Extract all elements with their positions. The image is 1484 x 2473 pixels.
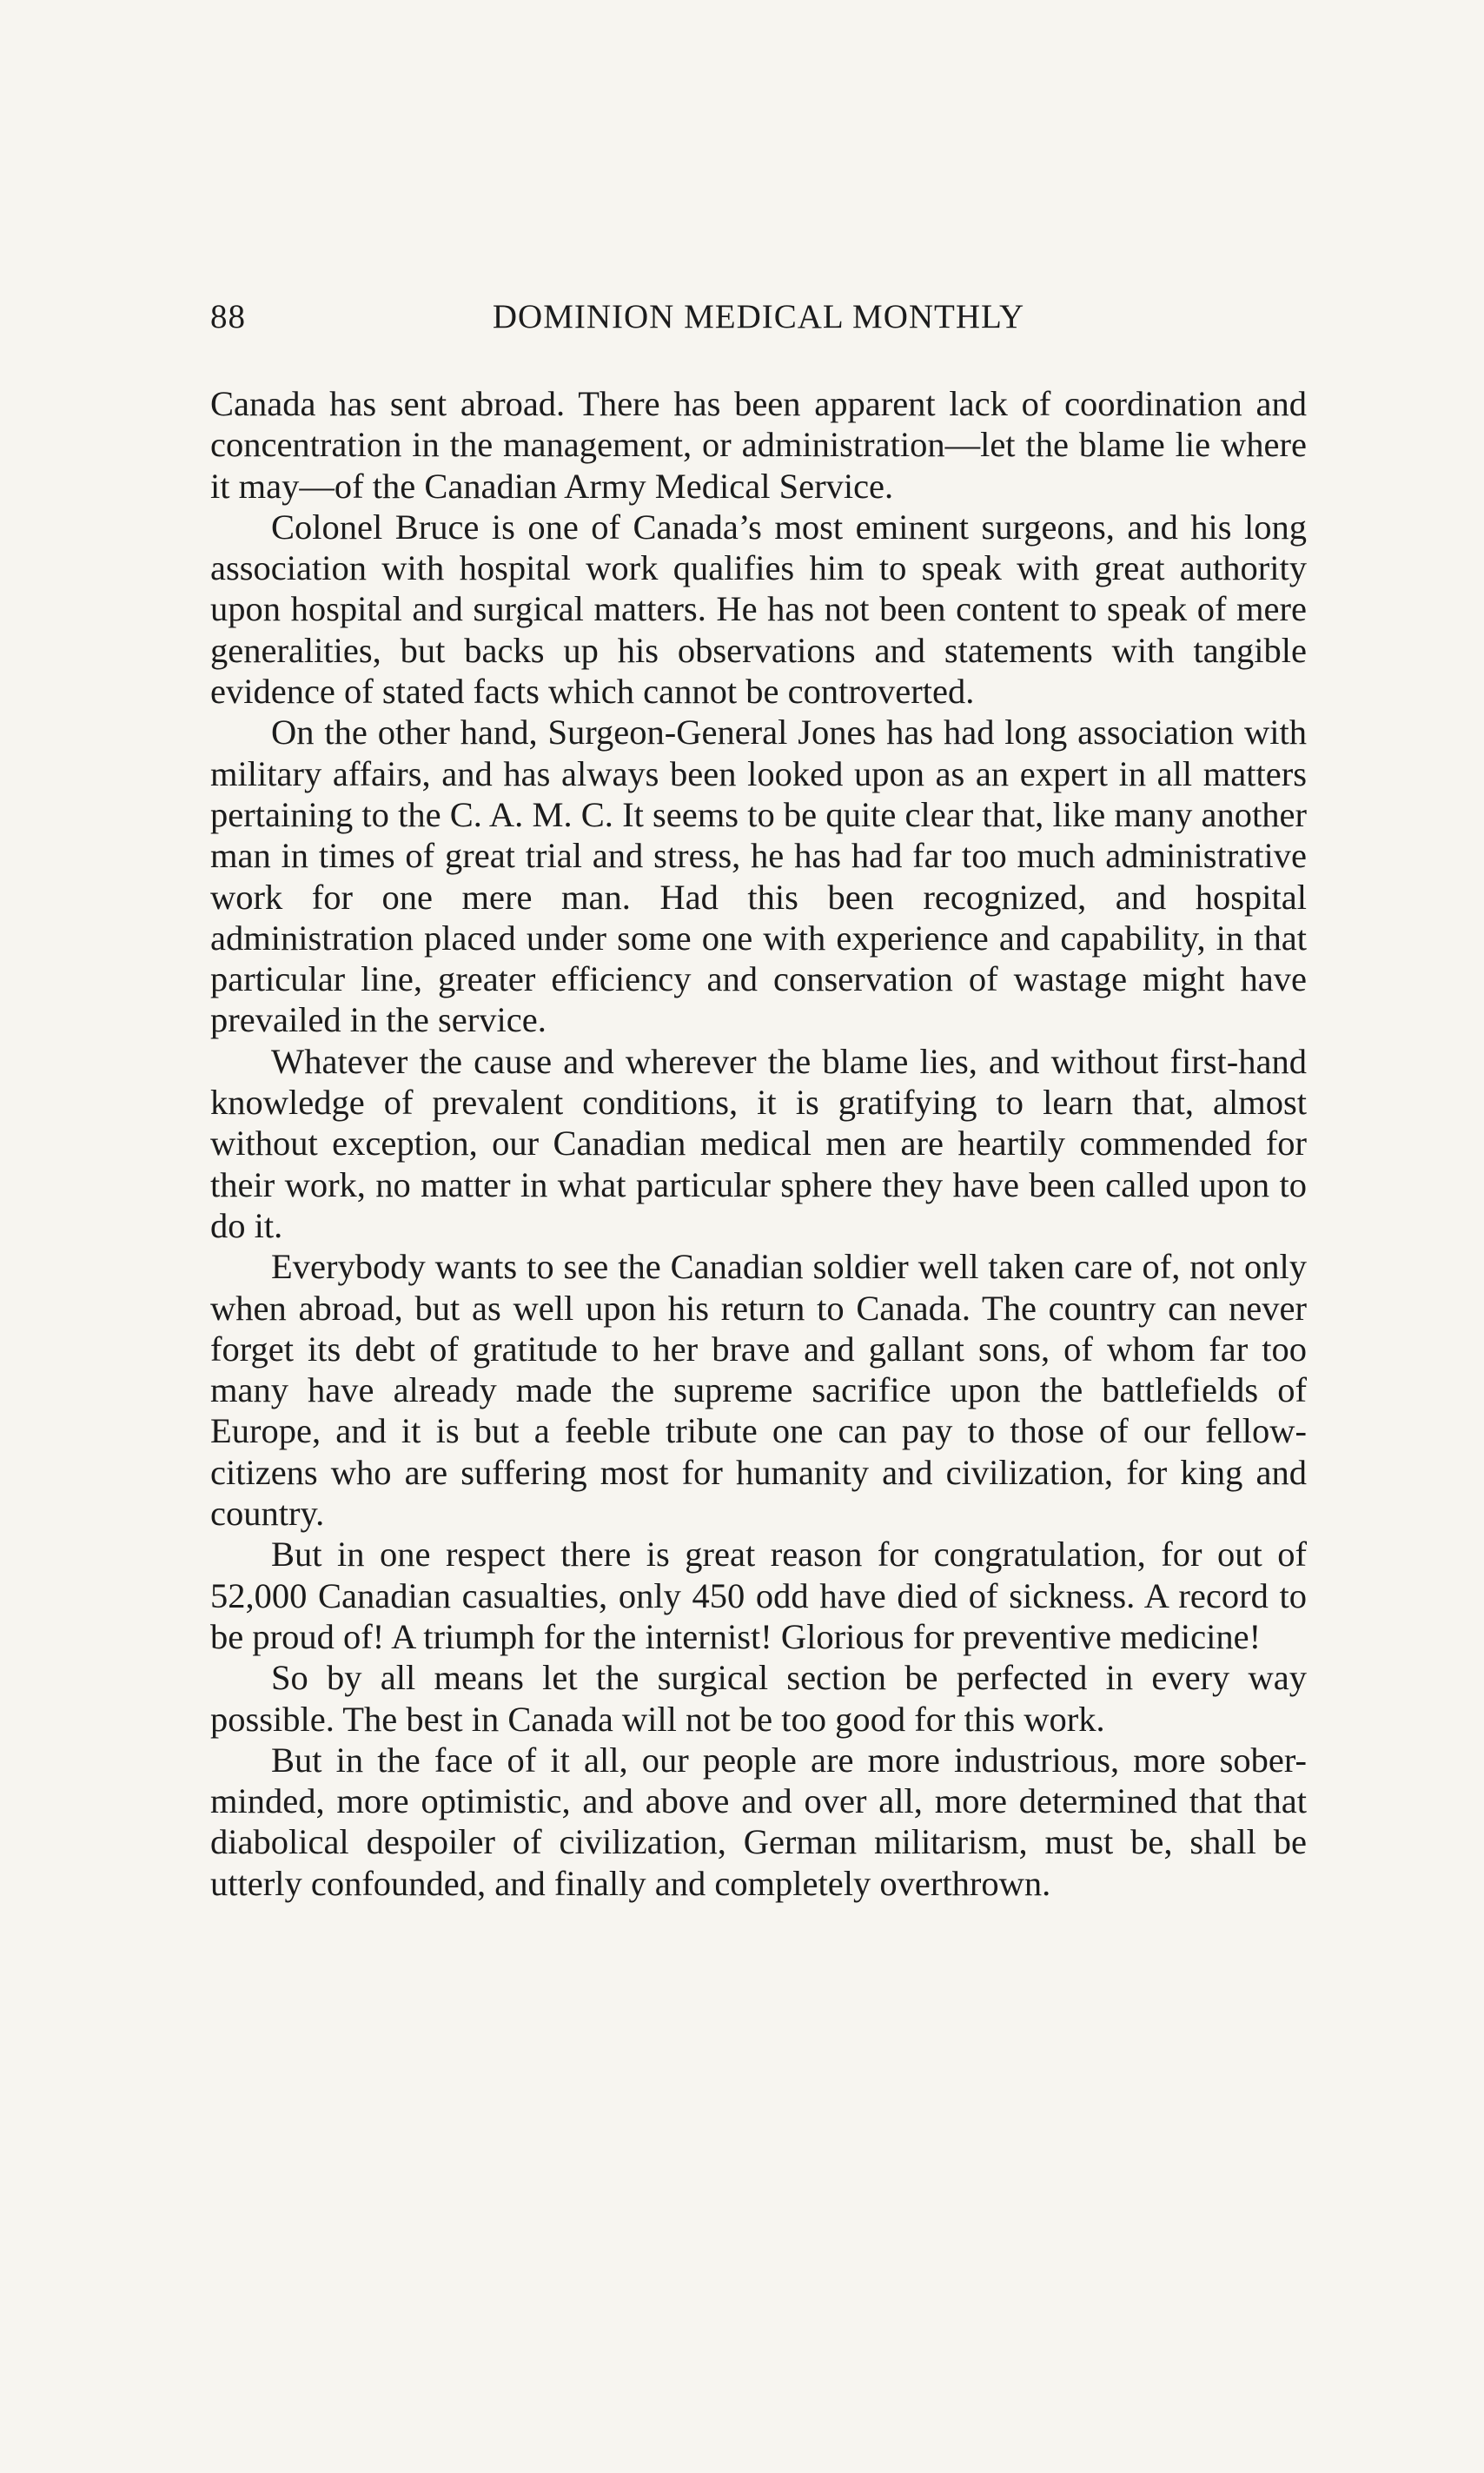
paragraph: On the other hand, Surgeon-General Jones has had long association with military affairs, and has always been looked upon as an expert in all matters pertaining to the C. A. M. C. It seems to be quite clear that, like many another man in times of great trial and stress, he has had far too much administrative work for one mere man. Had this been recognized, and hospital administration placed under some one with experience and capability, in that particular line, greater efficiency and conservation of wastage might have prevailed in the service. xyxy=(210,713,1307,1040)
paragraph: Whatever the cause and wherever the blame lies, and without first-hand knowledge of prevalent conditions, it is gratifying to learn that, almost without exception, our Canadian medical men are heartily commended for their work, no matter in what particular sphere they have been called upon to do it. xyxy=(210,1041,1307,1245)
journal-title: DOMINION MEDICAL MONTHLY xyxy=(492,298,1025,335)
paragraph: But in one respect there is great reason for congratulation, for out of 52,000 Canadian casualties, only 450 odd have died of sickness. A record to be proud of! A triumph for the internist! Glorious for preventive medicine! xyxy=(210,1535,1307,1656)
paragraph: Everybody wants to see the Canadian soldier well taken care of, not only when abroad, but as well upon his return to Canada. The country can never forget its debt of gratitude to her brave and gallant sons, of whom far too many have already made the supreme sacrifice upon the battlefields of Europe, and it is but a feeble tribute one can pay to those of our fellow-citizens who are suffering most for humanity and civilization, for king and country. xyxy=(210,1247,1307,1534)
paragraph: So by all means let the surgical section be perfected in every way possible. The best in Canada will not be too good for this work. xyxy=(210,1658,1307,1739)
running-head xyxy=(210,291,1307,343)
paragraph: But in the face of it all, our people are more industrious, more sober-minded, more optimistic, and above and over all, more determined that that diabolical despoiler of civilization, German militarism, must be, shall be utterly confounded, and finally and completely overthrown. xyxy=(210,1740,1307,1903)
paragraph-continued: Canada has sent abroad. There has been apparent lack of coordination and concentration in the management, or administration—let the blame lie where it may—of the Canadian Army Medical Service. xyxy=(210,384,1307,506)
page-number: 88 xyxy=(210,298,246,335)
article-body xyxy=(210,383,1307,1904)
journal-page xyxy=(210,291,1307,1904)
paragraph: Colonel Bruce is one of Canada’s most eminent surgeons, and his long association with hospital work qualifies him to speak with great authority upon hospital and surgical matters. He has not been content to speak of mere generalities, but backs up his observations and statements with tangible evidence of stated facts which cannot be controverted. xyxy=(210,507,1307,712)
